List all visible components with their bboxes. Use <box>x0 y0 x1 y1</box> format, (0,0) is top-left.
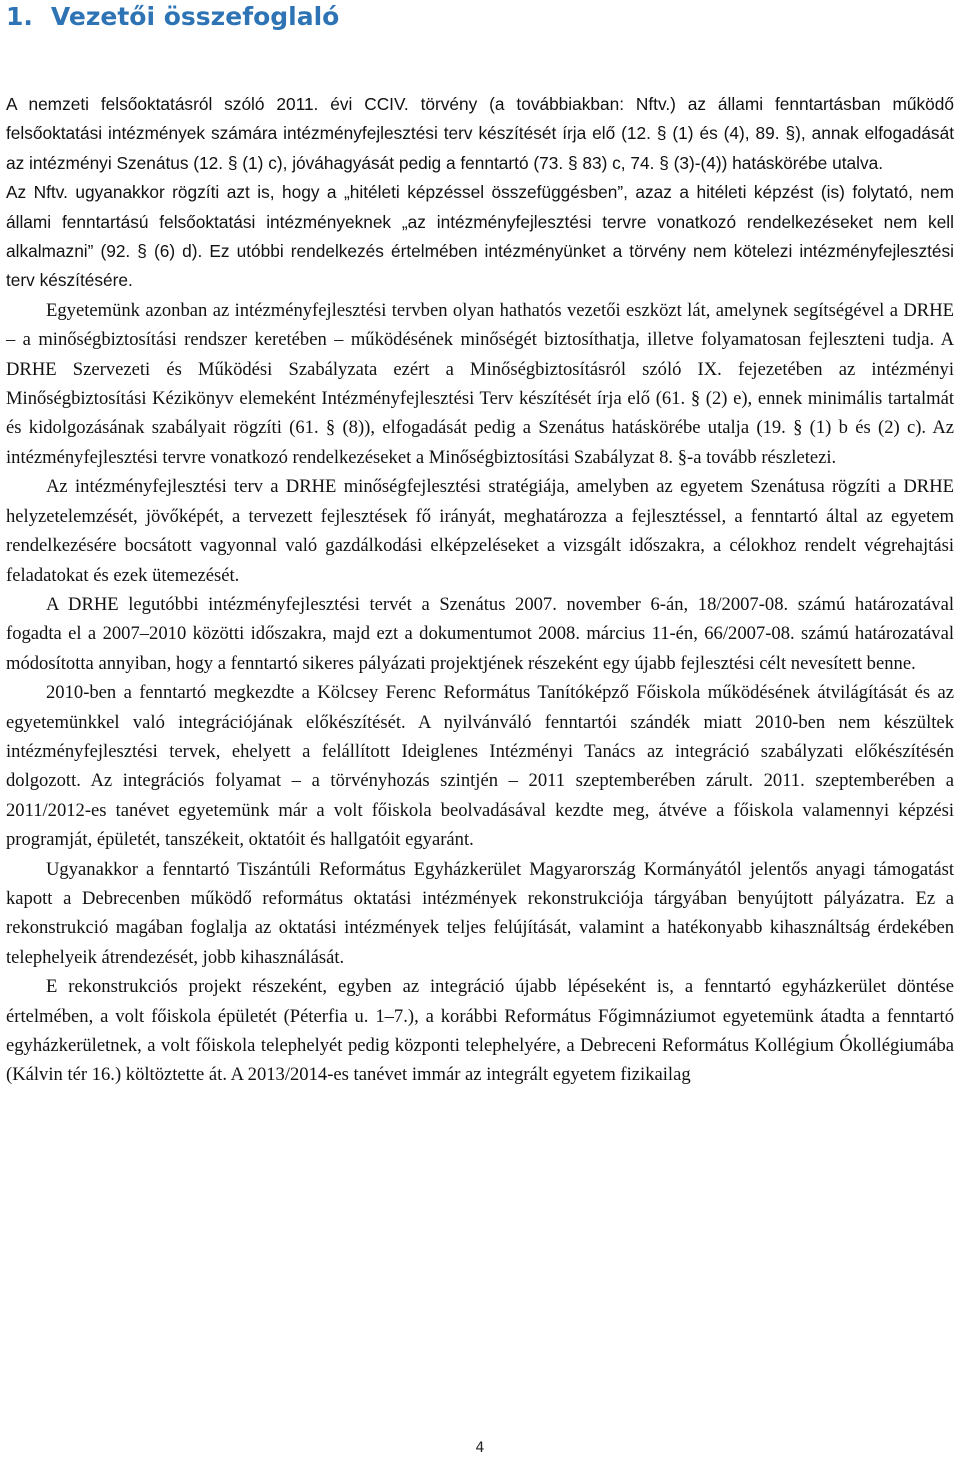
paragraph-intro: A nemzeti felsőoktatásról szóló 2011. évi CCIV. törvény (a továbbiakban: Nftv.) az állami fenntartásban működő felsőoktatási intézmények számára intézményfejlesztési terv készítését írja elő (12. § (1) és (4), 89. §), annak elfogadását az intézményi Szenátus (12. § (1) c), jóváhagyását pedig a fenntartó (73. § 83) c, 74. § (3)-(4)) hatáskörébe utalva. <box>6 94 954 173</box>
paragraph-rekonstrukcio: E rekonstrukciós projekt részeként, egyben az integráció újabb lépéseként is, a fenntartó egyházkerület döntése értelmében, a volt főiskola épületét (Péterfia u. 1–7.), a korábbi Református Főgimnáziumot egyetemünk átadta a fenntartó egyházkerületnek, a volt főiskola telephelyét pedig központi telephelyére, a Debreceni Református Kollégium Ókollégiumába (Kálvin tér 16.) költöztette át. A 2013/2014-es tanévet immár az integrált egyetem fizikailag <box>6 976 954 1086</box>
section-title: Vezetői összefoglaló <box>50 2 340 31</box>
paragraph-nftv: Az Nftv. ugyanakkor rögzíti azt is, hogy a „hitéleti képzéssel összefüggésben”, azaz a hitéleti képzést (is) folytató, nem állami fenntartású felsőoktatási intézményeknek „az intézményfejlesztési tervre vonatkozó rendelkezéseket nem kell alkalmazni” (92. § (6) d). Ez utóbbi rendelkezés értelmében intézményünket a törvény nem kötelezi intézményfejlesztési terv készítésére. <box>6 182 954 291</box>
page-number: 4 <box>475 1440 485 1456</box>
section-number: 1. <box>6 2 33 31</box>
paragraph-legutobbi-terv: A DRHE legutóbbi intézményfejlesztési tervét a Szenátus 2007. november 6-án, 18/2007-08. számú határozatával fogadta el a 2007–2010 közötti időszakra, majd ezt a dokumentumot 2008. március 11-én, 66/2007-08. számú határozatával módosította annyiban, hogy a fenntartó sikeres pályázati projektjének részeként egy újabb fejlesztési célt nevesített benne. <box>6 593 954 674</box>
paragraph-tamogatas: Ugyanakkor a fenntartó Tiszántúli Református Egyházkerület Magyarország Kormányától jelentős anyagi támogatást kapott a Debrecenben működő református oktatási intézmények rekonstrukciója tárgyában benyújtott pályázatra. Ez a rekonstrukció magában foglalja az oktatási intézmények teljes felújítását, valamint a hatékonyabb kihasználtság érdekében telephelyeik átrendezését, jobb kihasználását. <box>6 858 954 968</box>
section-heading <box>6 2 339 31</box>
paragraph-egyetemunk: Egyetemünk azonban az intézményfejlesztési tervben olyan hathatós vezetői eszközt lát, amelynek segítségével a DRHE – a minőségbiztosítási rendszer keretében – működésének minőségét biztosíthatja, illetve folyamatosan fejleszteni tudja. A DRHE Szervezeti és Működési Szabályzata ezért a Minőségbiztosításról szóló IX. fejezetében az intézményi Minőségbiztosítási Kézikönyv elemeként Intézményfejlesztési Terv készítését írja elő (61. § (2) e), ennek minimális tartalmát és kidolgozásának szabályait rögzíti (61. § (8)), elfogadását pedig a Szenátus hatáskörébe utalja (19. § (1) b és (2) c). Az intézményfejlesztési tervre vonatkozó rendelkezéseket a Minőségbiztosítási Szabályzat 8. §-a tovább részletezi. <box>6 299 954 468</box>
paragraph-fejlesztesi-terv: Az intézményfejlesztési terv a DRHE minőségfejlesztési stratégiája, amelyben az egyetem Szenátusa rögzíti a DRHE helyzetelemzését, jövőképét, a tervezett fejlesztések fő irányát, meghatározza a fejlesztéssel, a fenntartó által az egyetem rendelkezésére bocsátott vagyonnal való gazdálkodási elképzeléseket a vizsgált időszakra, a célokhoz rendelt végrehajtási feladatokat és ezek ütemezését. <box>6 476 954 586</box>
paragraph-integracio: 2010-ben a fenntartó megkezdte a Kölcsey Ferenc Református Tanítóképző Főiskola működésének átvilágítását és az egyetemünkkel való integrációjának előkészítését. A nyilvánváló fenntartói szándék miatt 2010-ben nem készültek intézményfejlesztési tervek, ehelyett a felállított Ideiglenes Intézményi Tanács az integráció szabályzati előkészítésén dolgozott. Az integrációs folyamat – a törvényhozás szintjén – 2011 szeptemberében zárult. 2011. szeptemberében a 2011/2012-es tanévet egyetemünk már a volt főiskola beolvadásával kezdte meg, átvéve a főiskola valamennyi képzési programját, épületét, tanszékeit, oktatóit és hallgatóit egyaránt. <box>6 682 954 851</box>
body-text <box>6 90 954 1090</box>
